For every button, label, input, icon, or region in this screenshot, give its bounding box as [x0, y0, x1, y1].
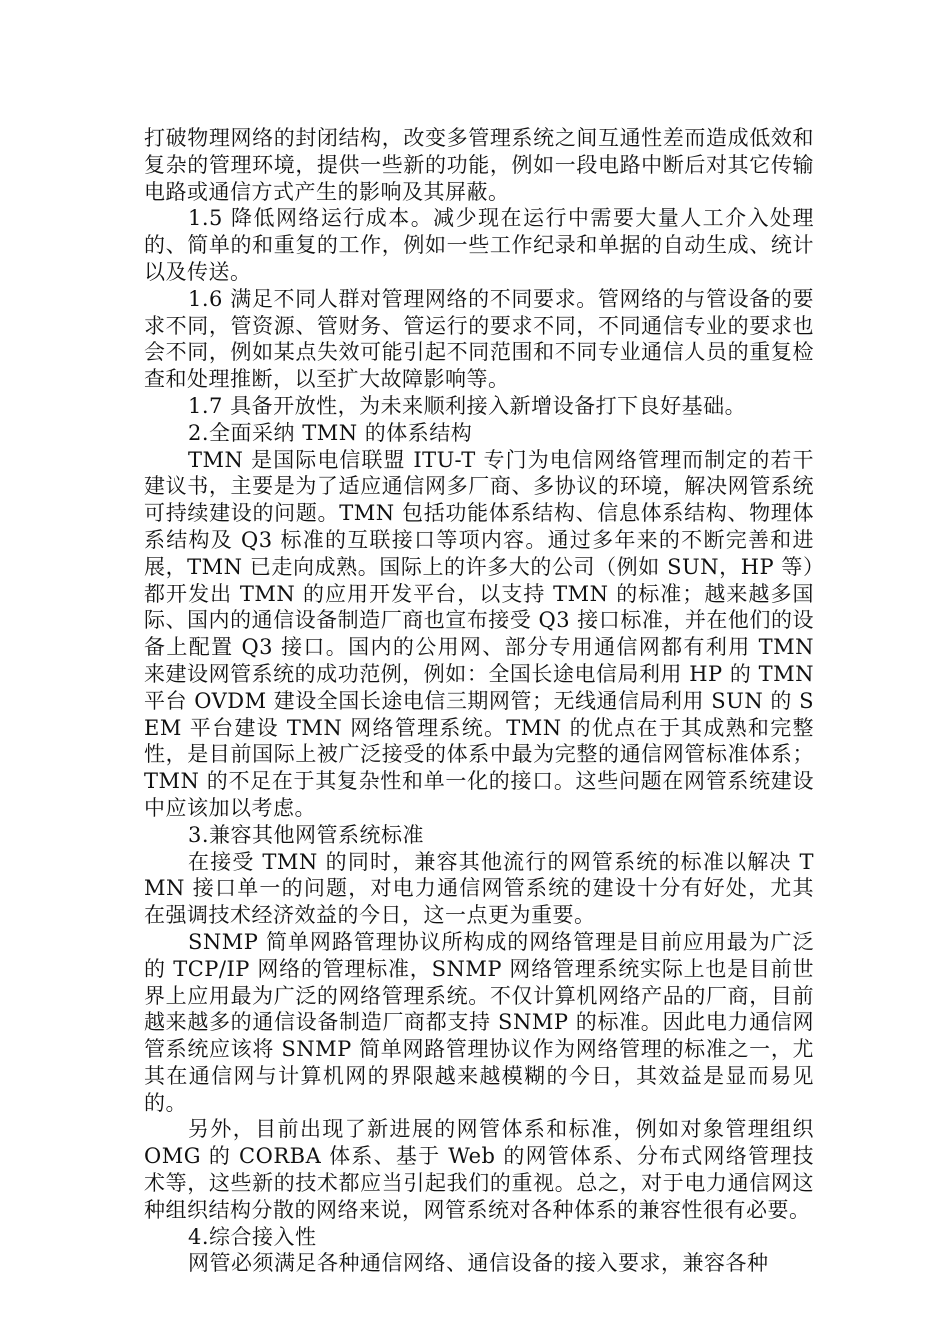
document-body [144, 125, 814, 1277]
paragraph-1-5-reduce-cost: 1.5 降低网络运行成本。减少现在运行中需要大量人工介入处理的、简单的和重复的工作，例如一些工作纪录和单据的自动生成、统计以及传送。 [144, 206, 814, 284]
paragraph-snmp: SNMP 简单网路管理协议所构成的网络管理是目前应用最为广泛的 TCP/IP 网络的管理标准，SNMP 网络管理系统实际上也是目前世界上应用最为广泛的网络管理系统。不仅计算机网络产品的厂商，目前越来越多的通信设备制造厂商都支持 SNMP 的标准。因此电力通信网管系统应该将 SNMP 简单网路管理协议作为网络管理的标准之一，尤其在通信网与计算机网的界限越来越模糊的今日，其效益是显而易见的。 [144, 929, 814, 1115]
paragraph-intro-continuation: 打破物理网络的封闭结构，改变多管理系统之间互通性差而造成低效和复杂的管理环境，提供一些新的功能，例如一段电路中断后对其它传输电路或通信方式产生的影响及其屏蔽。 [144, 126, 814, 204]
section-heading-3-compatibility: 3.兼容其他网管系统标准 [188, 822, 425, 847]
paragraph-new-standards: 另外，目前出现了新进展的网管体系和标准，例如对象管理组织 OMG 的 CORBA 体系、基于 Web 的网管体系、分布式网络管理技术等，这些新的技术都应当引起我们的重视。总之，对于电力通信网这种组织结构分散的网络来说，网管系统对各种体系的兼容性很有必要。 [144, 1117, 814, 1222]
section-heading-4-access: 4.综合接入性 [188, 1224, 317, 1249]
paragraph-1-6-meet-requirements: 1.6 满足不同人群对管理网络的不同要求。管网络的与管设备的要求不同，管资源、管财务、管运行的要求不同，不同通信专业的要求也会不同，例如某点失效可能引起不同范围和不同专业通信人员的重复检查和处理推断，以至扩大故障影响等。 [144, 286, 814, 392]
paragraph-access: 网管必须满足各种通信网络、通信设备的接入要求，兼容各种 [188, 1251, 769, 1276]
paragraph-tmn-description: TMN 是国际电信联盟 ITU-T 专门为电信网络管理而制定的若干建议书，主要是为了适应通信网多厂商、多协议的环境，解决网管系统可持续建设的问题。TMN 包括功能体系结构、信息体系结构、物理体系结构及 Q3 标准的互联接口等项内容。通过多年来的不断完善和进展，TMN 已走向成熟。国际上的许多大的公司（例如 SUN，HP 等）都开发出 TMN 的应用开发平台，以支持 TMN 的标准；越来越多国际、国内的通信设备制造厂商也宣布接受 Q3 接口标准，并在他们的设备上配置 Q3 接口。国内的公用网、部分专用通信网都有利用 TMN 来建设网管系统的成功范例，例如：全国长途电信局利用 HP 的 TMN 平台 OVDM 建设全国长途电信三期网管；无线通信局利用 SUN 的 SEM 平台建设 TMN 网络管理系统。TMN 的优点在于其成熟和完整性，是目前国际上被广泛接受的体系中最为完整的通信网管标准体系；TMN 的不足在于其复杂性和单一化的接口。这些问题在网管系统建设中应该加以考虑。 [144, 447, 814, 820]
paragraph-1-7-openness: 1.7 具备开放性，为未来顺利接入新增设备打下良好基础。 [188, 393, 747, 418]
section-heading-2-tmn: 2.全面采纳 TMN 的体系结构 [188, 420, 473, 445]
paragraph-compatibility: 在接受 TMN 的同时，兼容其他流行的网管系统的标准以解决 TMN 接口单一的问题，对电力通信网管系统的建设十分有好处，尤其在强调技术经济效益的今日，这一点更为重要。 [144, 849, 814, 928]
